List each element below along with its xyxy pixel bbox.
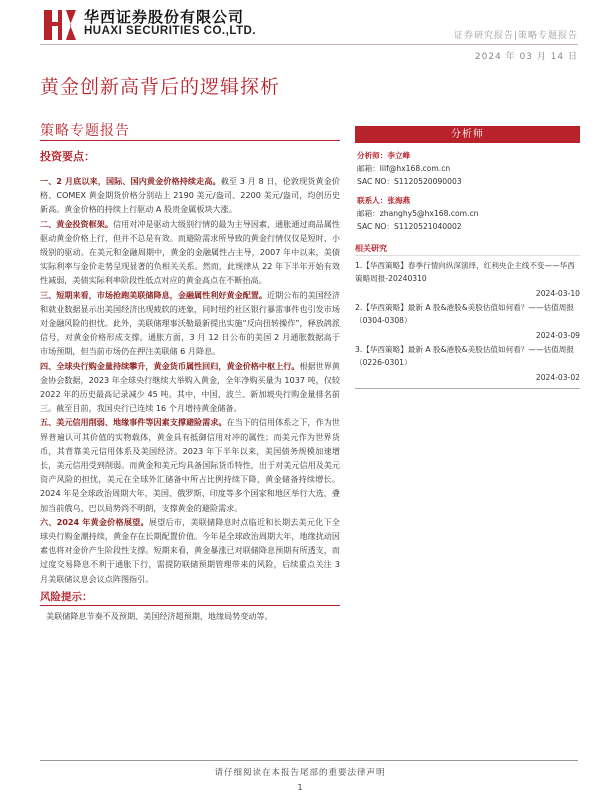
header-divider xyxy=(40,44,578,45)
analyst-1-email[interactable]: 邮箱：lilf@hx168.com.cn xyxy=(357,164,451,173)
legal-notice: 请仔细阅读在本报告尾部的重要法律声明 xyxy=(214,768,386,778)
paragraph-6 xyxy=(40,515,340,586)
paragraph-1 xyxy=(40,174,340,217)
report-date: 2024 年 03 月 14 日 xyxy=(474,52,578,62)
brand-name-en: HUAXI SECURITIES CO.,LTD. xyxy=(84,25,257,37)
investment-heading: 投资要点： xyxy=(40,150,95,163)
paragraph-2 xyxy=(40,217,340,288)
related-item-3-date: 2024-03-02 xyxy=(535,373,580,382)
brand-name-cn: 华西证券股份有限公司 xyxy=(84,8,245,26)
related-research-title: 相关研究 xyxy=(355,243,580,256)
paragraph-5-body: 在当下的信用体系之下，作为世界普遍认可其价值的实物载体，黄金具有抵御信用对冲的属性；而美元作为世界货币，其背靠美元信用体系及美国经济。2023 年下半年以来，美国债务规模加速增长，美元信用受到削弱。而黄金和美元均具备国际货币特性，出于对美元信用及美元资产风险的担忧，美元在全球外汇储备中所占比例持续下降，黄金储备持续增长。2024 年是全球政治周期大年，美国、俄罗斯、印度等多个国家和地区举行大选，叠加当前俄乌、巴以局势尚不明朗，支撑黄金的避险需求。 xyxy=(40,417,340,513)
analyst-panel xyxy=(355,126,580,389)
analyst-2-sac: SAC NO：S1120521040002 xyxy=(357,222,462,231)
company-logo-icon xyxy=(40,6,80,42)
analyst-2-email[interactable]: 邮箱：zhanghy5@hx168.com.cn xyxy=(357,209,479,218)
report-type: 证券研究报告|策略专题报告 xyxy=(453,31,578,41)
paragraph-4-head: 四、全球央行购金量持续攀升，黄金货币属性回归，黄金价格中枢上行。 xyxy=(40,360,300,371)
subtitle-divider xyxy=(40,140,340,141)
paragraph-6-body: 展望后市，美联储降息时点临近和长期去美元化下全球央行购金潮持续，黄金存在长期配置价值。今年是全球政治周期大年，地缘扰动因素也将对金价产生阶段性支撑。短期来看，黄金暴涨已对联储降息预期有所透支，而过度交易降息不利于通胀下行，需提防联储预期管理带来的风险，后续重点关注 3 月美联储议息会议点阵图指引。 xyxy=(40,516,340,584)
related-item-2-date: 2024-03-09 xyxy=(535,331,580,340)
paragraph-2-body: 信用对冲是驱动大级别行情的最为主导因素，通胀通过商品属性驱动黄金价格上行，但并不总是有效。而避险需求所导致的黄金行情仅仅是短时、小级别的驱动。在美元和金融周期中，黄金的金融属性占主导，2007 年中以来，美债实际利率与金价走势呈现显著的负相关关系。然而，此规律从 22 年下半年开始有效性减弱，美债实际利率阶段性低点对应的黄金高点在不断抬高。 xyxy=(40,218,340,286)
footer-divider xyxy=(40,760,578,761)
paragraph-4-body: 根据世界黄金协会数据，2023 年全球央行继续大举购入黄金，全年净购买量为 1037 吨，仅较 2022 年的历史最高记录减少 45 吨。其中，中国、波兰、新加坡央行购金量排名前三。截至目前，我国央行已连续 16 个月增持黄金储备。 xyxy=(40,360,340,414)
report-title: 黄金创新高背后的逻辑探析 xyxy=(40,76,281,98)
related-item-3[interactable]: 3.【华西策略】最新 A 股&港股&美股估值如何看？——估值周报（0226-0301） xyxy=(355,345,574,367)
analyst-panel-title: 分析师 xyxy=(355,126,580,143)
paragraph-3 xyxy=(40,288,340,359)
paragraph-5-head: 五、美元信用削弱、地缘事件等因素支撑避险需求。 xyxy=(40,417,227,428)
paragraph-1-body: 截至 3 月 8 日，伦敦现货黄金价格、COMEX 黄金期货价格分别站上 2190 美元/盎司、2200 美元/盎司，均创历史新高。黄金价格的持续上行驱动 A 股贵金属板块大涨。 xyxy=(40,176,340,215)
related-item-1-date: 2024-03-10 xyxy=(535,289,580,298)
analyst-2 xyxy=(355,188,580,233)
related-item-1[interactable]: 1.【华西策略】春季行情向纵深演绎，红利央企主线不变——华西策略周报-20240310 xyxy=(355,261,575,283)
paragraph-1-head: 一、2 月底以来，国际、国内黄金价格持续走高。 xyxy=(40,176,221,186)
main-content xyxy=(40,148,340,623)
page-number: 1 xyxy=(297,783,303,792)
paragraph-2-head: 二、黄金投资框架。 xyxy=(40,218,113,229)
analyst-1-name: 分析师：李立峰 xyxy=(357,151,411,160)
related-item-2[interactable]: 2.【华西策略】最新 A 股&港股&美股估值如何看？——估值周报（0304-0308） xyxy=(355,303,574,325)
paragraph-3-body: 近期公布的美国经济和就业数据显示出美国经济出现疲软的迹象，同时纽约社区银行暴雷事件也引发市场对金融风险的担忧。此外，美联储理事沃勒最新提出实施“反向扭转操作”，释放鸽派信号，对黄金价格形成支撑。通胀方面，3 月 12 日公布的美国 2 月通胀数据高于市场预期，但当前市场仍在押注美联储 6 月降息。 xyxy=(40,289,340,357)
report-subtitle: 策略专题报告 xyxy=(40,123,130,139)
risk-text: 美联储降息节奏不及预期、美国经济超预期、地缘局势变动等。 xyxy=(40,605,340,623)
paragraph-3-head: 三、短期来看，市场抢跑美联储降息，金融属性利好黄金配置。 xyxy=(40,289,268,300)
analyst-1 xyxy=(355,143,580,188)
paragraph-6-head: 六、2024 年黄金价格展望。 xyxy=(40,516,149,527)
panel-divider xyxy=(355,388,580,389)
risk-heading: 风险提示： xyxy=(40,590,93,603)
paragraph-5 xyxy=(40,415,340,514)
analyst-2-name: 联系人：张海燕 xyxy=(357,196,411,205)
paragraph-4 xyxy=(40,359,340,416)
analyst-1-sac: SAC NO：S1120520090003 xyxy=(357,177,462,186)
